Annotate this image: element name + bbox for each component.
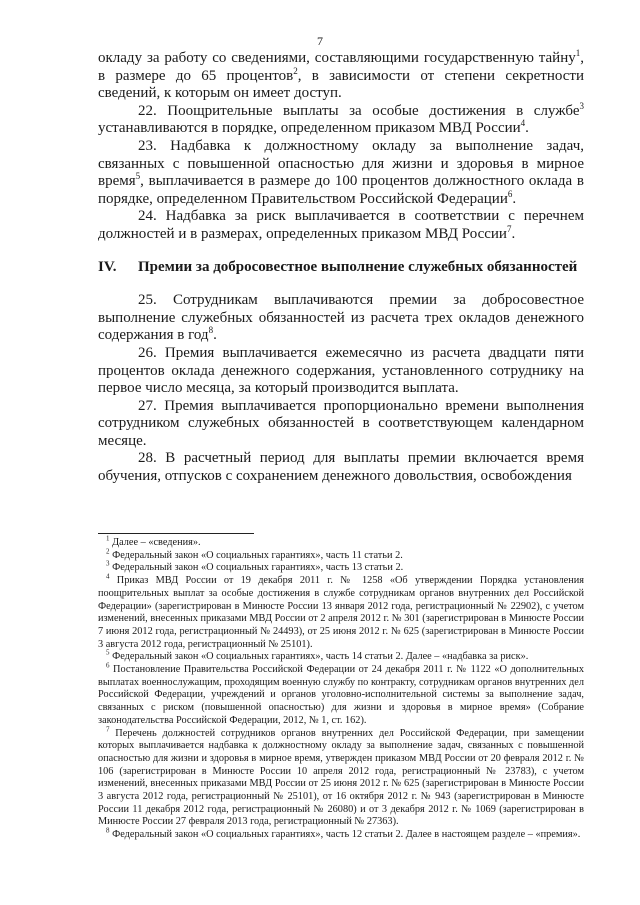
text: , в размере до 65 процентов xyxy=(98,50,584,84)
footnote-text: Федеральный закон «О социальных гарантиях», часть 14 статьи 2. Далее – «надбавка за риск». xyxy=(109,651,529,663)
text: 24. Надбавка за риск выплачивается в соответствии с перечнем должностей и в размерах, определенных приказом МВД России xyxy=(98,208,584,242)
section-heading xyxy=(98,259,584,277)
paragraph-24 xyxy=(98,208,584,243)
footnote-text: Приказ МВД России от 19 декабря 2011 г. № 1258 «Об утверждении Порядка установления поощрительных выплат за особые достижения в службе сотрудникам органов внутренних дел Российской Федерации» (зарегистрирован в Минюсте России 13 января 2012 года, регистрационный № 22902), с учетом изменений, внесенных приказами МВД России от 2 апреля 2012 г. № 301 (зарегистрирован в Минюсте России 7 июня 2012 года, регистрационный № 24493), от 25 июня 2012 г. № 625 (зарегистрирован в Минюсте России 3 августа 2012 года, регистрационный № 25101). xyxy=(98,575,584,650)
footnote-ref[interactable]: 5 xyxy=(135,171,141,182)
text: , в зависимости от степени секретности сведений, к которым он имеет доступ. xyxy=(98,67,584,102)
footnote-5 xyxy=(98,648,584,664)
paragraph-27: 27. Премия выплачивается пропорционально времени выполнения сотрудником служебных обязанностей в соответствующем календарном месяце. xyxy=(98,397,584,449)
footnote-1 xyxy=(98,534,584,550)
footnote-text: Далее – «сведения». xyxy=(109,537,201,548)
footnote-number: 2 xyxy=(106,547,110,556)
footnote-number: 8 xyxy=(106,826,110,835)
footnote-3 xyxy=(98,559,584,575)
footnote-text: Перечень должностей сотрудников органов внутренних дел Российской Федерации, при замещении которых выплачивается надбавка к должностному окладу за выполнение задач, связанных с повышенной опасностью для жизни и здоровья в мирное время, утвержден приказом МВД России от 20 февраля 2012 г. № 106 (зарегистрирован в Минюсте России 10 апреля 2012 года, регистрационный № 23783), с учетом изменений, внесенных приказами МВД России от 25 июня 2012 г. № 625 (зарегистрирован в Минюсте России 3 августа 2012 года, регистрационный № 25101), от 16 октября 2012 г. № 943 (зарегистрирован в Минюсте России 11 декабря 2012 года, регистрационный № 26080) и от 3 декабря 2012 г. № 1069 (зарегистрирован в Минюсте России 27 февраля 2013 года, регистрационный № 27363). xyxy=(98,727,584,828)
footnote-number: 1 xyxy=(106,534,110,543)
footnote-ref[interactable]: 2 xyxy=(293,65,298,76)
footnote-number: 5 xyxy=(106,648,110,657)
footnote-4 xyxy=(98,572,584,651)
footnote-ref[interactable]: 6 xyxy=(507,188,513,199)
footnote-7 xyxy=(98,725,584,830)
footnote-ref[interactable]: 8 xyxy=(208,325,214,336)
footnote-ref[interactable]: 3 xyxy=(579,100,584,111)
text: устанавливаются в порядке, определенном приказом МВД России xyxy=(98,120,521,137)
footnote-divider xyxy=(98,533,254,534)
paragraph-21-continued xyxy=(98,50,584,103)
paragraph-25 xyxy=(98,292,584,345)
text: 25. Сотрудникам выплачиваются премии за добросовестное выполнение служебных обязанностей из расчета трех окладов денежного содержания в год xyxy=(98,292,584,344)
footnote-ref[interactable]: 1 xyxy=(575,48,581,58)
section-number: IV. xyxy=(98,258,117,275)
footnote-2 xyxy=(98,547,584,563)
footnote-number: 3 xyxy=(106,559,110,568)
paragraph-23 xyxy=(98,138,584,208)
text: . xyxy=(525,120,529,137)
footnote-text: Федеральный закон «О социальных гарантиях», часть 13 статьи 2. xyxy=(109,562,404,574)
paragraph-28: 28. В расчетный период для выплаты премии включается время обучения, отпусков с сохранением денежного довольствия, освобождения xyxy=(98,450,584,485)
footnote-text: Федеральный закон «О социальных гарантиях», часть 11 статьи 2. xyxy=(109,549,403,561)
footnote-text: Постановление Правительства Российской Федерации от 24 декабря 2011 г. № 1122 «О дополнительных выплатах военнослужащим, проходящим военную службу по контракту, сотрудникам органов внутренних дел Российской Федерации, учреждений и органов уголовно-исполнительной системы за выполнение задач, связанных с риском (повышенной опасностью) для жизни и здоровья в мирное время» (Собрание законодательства Российской Федерации, 2012, № 1, ст. 162). xyxy=(98,664,584,726)
footnote-6 xyxy=(98,661,584,728)
paragraph-26: 26. Премия выплачивается ежемесячно из расчета двадцати пяти процентов оклада денежного содержания, установленного сотруднику на первое число месяца, за который производится выплата. xyxy=(98,344,584,397)
footnote-number: 6 xyxy=(106,661,110,670)
text: , выплачивается в размере до 100 процентов должностного оклада в порядке, определенном Правительством Российской Федерации xyxy=(98,173,584,207)
footnote-ref[interactable]: 4 xyxy=(520,118,526,129)
footnote-number: 4 xyxy=(106,572,110,581)
footnote-number: 7 xyxy=(106,725,110,734)
footnote-text: Федеральный закон «О социальных гарантиях», часть 12 статьи 2. Далее в настоящем разделе – «премия». xyxy=(109,829,581,841)
section-title: Премии за добросовестное выполнение служебных обязанностей xyxy=(138,258,578,275)
page-number: 7 xyxy=(317,34,323,48)
footnotes xyxy=(98,534,584,842)
text: . xyxy=(213,327,217,344)
body-text xyxy=(98,50,584,486)
footnote-8 xyxy=(98,826,584,842)
text: . xyxy=(512,190,517,207)
text: . xyxy=(511,225,516,242)
paragraph-22 xyxy=(98,100,584,138)
footnote-ref[interactable]: 7 xyxy=(506,223,512,234)
text: 23. Надбавка к должностному окладу за выполнение задач, связанных с повышенной опасностью для жизни и здоровья в мирное время xyxy=(98,137,584,190)
text: окладу за работу со сведениями, составляющими государственную тайну xyxy=(98,50,576,66)
text: 22. Поощрительные выплаты за особые достижения в службе xyxy=(138,102,580,119)
